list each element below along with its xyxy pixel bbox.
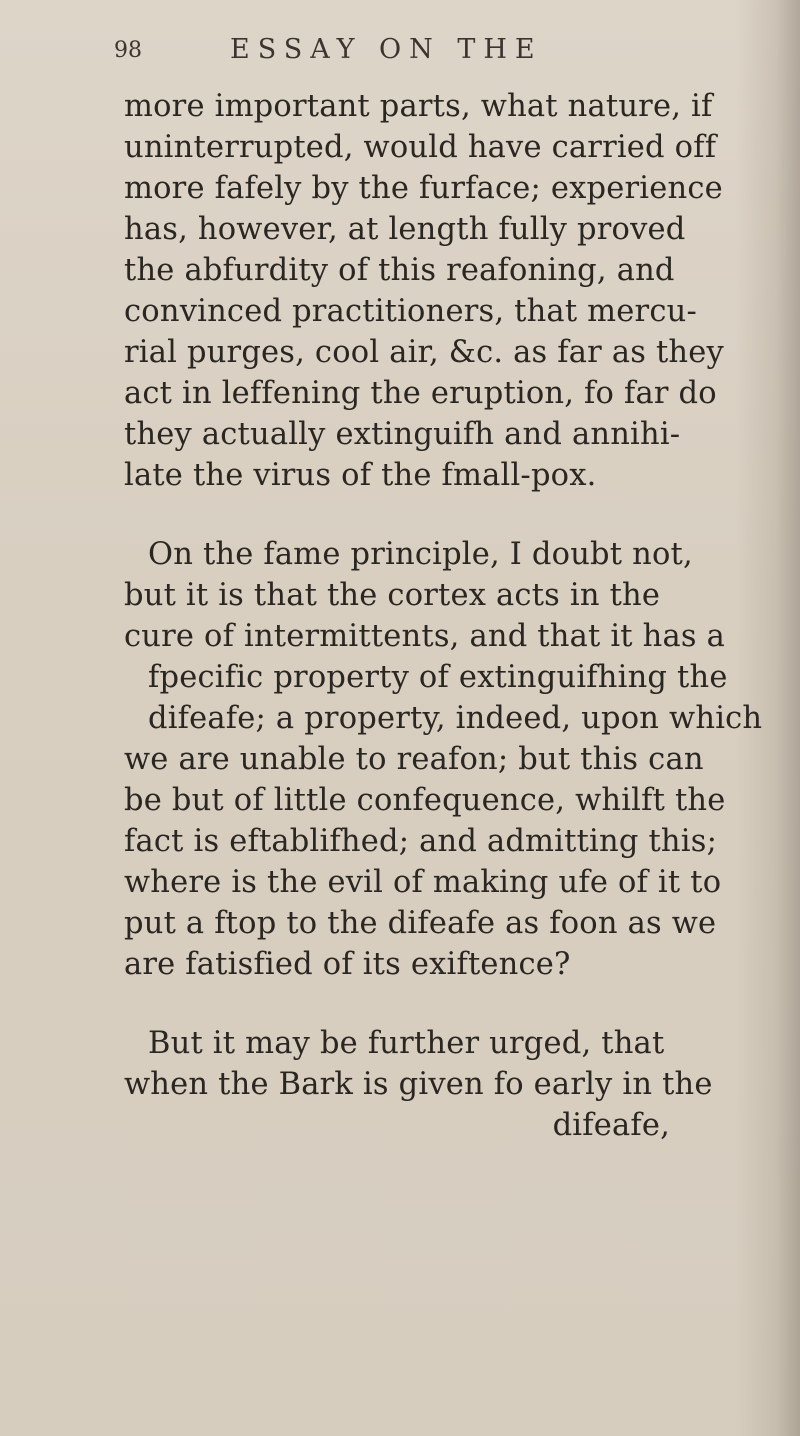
text-line: are fatisfied of its exiftence?	[124, 947, 571, 982]
text-line: the abfurdity of this reafoning, and	[124, 253, 675, 288]
text-line: cure of intermittents, and that it has a	[124, 619, 726, 654]
text-line: has, however, at length fully proved	[124, 212, 686, 247]
text-line: fact is eftablifhed; and admitting this;	[124, 824, 718, 859]
catchword: difeafe,	[552, 1108, 670, 1143]
paragraph-3	[124, 1023, 714, 1146]
body-text	[124, 86, 763, 1146]
text-line: be but of little confequence, whilft the	[124, 783, 726, 818]
text-line: rial purges, cool air, &c. as far as they	[124, 335, 724, 370]
text-line: late the virus of the fmall-pox.	[124, 458, 597, 493]
page-number: 98	[114, 38, 142, 63]
text-line: more fafely by the furface; experience	[124, 171, 723, 206]
text-line: On the fame principle, I doubt not,	[148, 537, 693, 572]
page-header	[114, 34, 634, 74]
text-line: we are unable to reafon; but this can	[124, 742, 704, 777]
text-line: uninterrupted, would have carried off	[124, 130, 717, 165]
text-line: fpecific property of extinguifhing the	[148, 660, 728, 695]
text-line: difeafe; a property, indeed, upon which	[148, 701, 763, 736]
text-line: they actually extinguifh and annihi-	[124, 417, 681, 452]
text-line: convinced practitioners, that mercu-	[124, 294, 697, 329]
running-head: ESSAY ON THE	[230, 34, 543, 65]
text-line: put a ftop to the difeafe as foon as we	[124, 906, 717, 941]
paragraph-2	[124, 534, 763, 985]
text-line: more important parts, what nature, if	[124, 89, 713, 124]
text-line: act in leffening the eruption, fo far do	[124, 376, 717, 411]
paragraph-gap	[124, 496, 714, 534]
text-line: when the Bark is given fo early in the	[124, 1067, 713, 1102]
paragraph-1	[124, 86, 724, 496]
text-line: where is the evil of making ufe of it to	[124, 865, 722, 900]
paragraph-gap	[124, 985, 714, 1023]
text-line: but it is that the cortex acts in the	[124, 578, 661, 613]
text-line: But it may be further urged, that	[148, 1026, 665, 1061]
